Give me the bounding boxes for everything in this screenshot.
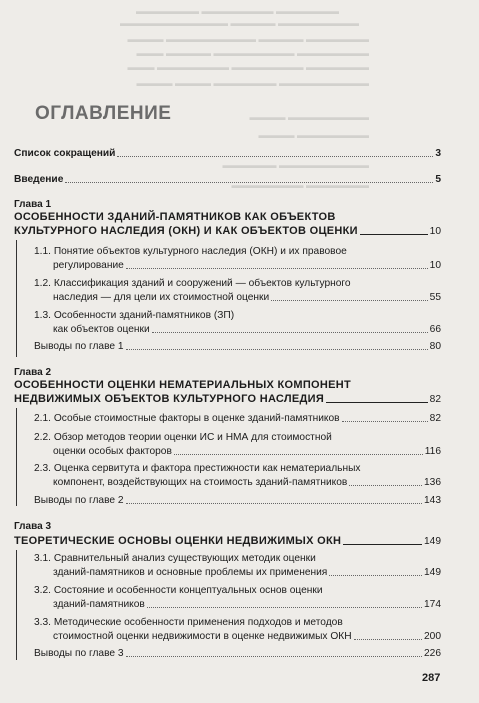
- entry-page: 10: [429, 260, 441, 271]
- toc-entry-chapter-3[interactable]: [14, 535, 441, 548]
- toc-entry-section-3-2[interactable]: [53, 598, 441, 611]
- toc-entry-section-3-3[interactable]: [53, 630, 441, 643]
- chapter-label: Глава 2: [14, 367, 52, 378]
- dot-leader: [329, 575, 422, 576]
- toc-entry-conclusion-1[interactable]: [34, 340, 441, 353]
- section-title: 1.2. Классификация зданий и сооружений — объектов культурного: [34, 278, 351, 289]
- chapter-bar: [16, 550, 17, 660]
- toc-entry-section-1-2[interactable]: [53, 291, 441, 304]
- entry-page: 149: [424, 567, 441, 578]
- entry-page: 200: [424, 631, 441, 642]
- toc-entry-conclusion-2[interactable]: [34, 494, 441, 507]
- leader-line: [343, 544, 422, 545]
- toc-entry-section-1-1[interactable]: [53, 259, 441, 272]
- entry-title: стоимостной оценки недвижимости в оценке недвижимых ОКН: [53, 631, 352, 642]
- entry-title: 2.1. Особые стоимостные факторы в оценке зданий-памятников: [34, 413, 340, 424]
- entry-page: 149: [424, 536, 441, 547]
- chapter-title: КУЛЬТУРНОГО НАСЛЕДИЯ (ОКН) И КАК ОБЪЕКТОВ ОЦЕНКИ: [14, 225, 358, 237]
- toc-entry-chapter-2[interactable]: [14, 393, 441, 406]
- leader-line: [326, 402, 428, 403]
- entry-title: Введение: [14, 174, 64, 185]
- toc-entry-introduction[interactable]: [14, 173, 441, 186]
- section-title: 3.2. Состояние и особенности концептуальных основ оценки: [34, 585, 323, 596]
- toc-entry-abbreviations[interactable]: [14, 147, 441, 160]
- entry-page: 82: [429, 413, 441, 424]
- dot-leader: [126, 656, 422, 657]
- chapter-label: Глава 3: [14, 521, 52, 532]
- section-title: 1.3. Особенности зданий-памятников (ЗП): [34, 310, 235, 321]
- entry-title: Выводы по главе 2: [34, 495, 124, 506]
- entry-page: 174: [424, 599, 441, 610]
- chapter-bar: [16, 408, 17, 506]
- entry-title: Выводы по главе 3: [34, 648, 124, 659]
- toc-entry-section-3-1[interactable]: [53, 566, 441, 579]
- dot-leader: [147, 607, 422, 608]
- entry-title: зданий-памятников и основные проблемы их применения: [53, 567, 328, 578]
- dot-leader: [349, 485, 422, 486]
- dot-leader: [126, 349, 428, 350]
- chapter-title: ТЕОРЕТИЧЕСКИЕ ОСНОВЫ ОЦЕНКИ НЕДВИЖИМЫХ ОКН: [14, 535, 342, 547]
- dot-leader: [65, 182, 433, 183]
- page-number: 287: [422, 672, 441, 684]
- entry-title: компонент, воздействующих на стоимость зданий-памятников: [53, 477, 348, 488]
- entry-page: 143: [424, 495, 441, 506]
- toc-entry-chapter-1[interactable]: [14, 225, 441, 238]
- chapter-title: ОСОБЕННОСТИ ОЦЕНКИ НЕМАТЕРИАЛЬНЫХ КОМПОНЕНТ: [14, 379, 352, 391]
- entry-page: 136: [424, 477, 441, 488]
- entry-page: 80: [429, 341, 441, 352]
- entry-page: 5: [435, 174, 441, 185]
- entry-title: Список сокращений: [14, 148, 116, 159]
- dot-leader: [117, 156, 433, 157]
- entry-page: 116: [424, 446, 441, 457]
- dot-leader: [354, 639, 422, 640]
- dot-leader: [342, 421, 428, 422]
- chapter-title: НЕДВИЖИМЫХ ОБЪЕКТОВ КУЛЬТУРНОГО НАСЛЕДИЯ: [14, 393, 325, 405]
- chapter-label: Глава 1: [14, 199, 52, 210]
- entry-title: регулирование: [53, 260, 124, 271]
- section-title: 2.3. Оценка сервитута и фактора престижности как нематериальных: [34, 463, 361, 474]
- show-through-text: ▬▬▬▬▬▬▬ ▬▬▬▬▬▬▬▬ ▬▬▬▬▬▬▬ ▬▬▬▬▬▬▬▬▬ ▬▬▬▬▬ ▬▬▬▬▬▬▬▬▬▬▬▬ ▬▬▬▬▬▬▬ ▬▬▬▬▬ ▬▬▬▬▬▬▬▬▬▬ ▬▬▬▬ ▬▬▬▬▬▬▬▬ ▬▬▬▬▬▬▬▬▬ ▬▬▬▬▬ ▬▬▬ ▬▬▬▬▬▬▬ ▬▬▬▬▬▬▬▬ ▬▬▬▬▬▬▬▬ ▬▬▬ ▬▬▬▬▬▬▬▬▬▬ ▬▬▬▬▬▬▬ ▬▬▬▬ ▬▬▬▬ ▬▬▬▬▬▬▬▬▬ ▬▬▬▬ ▬▬▬▬▬▬▬▬ ▬▬▬▬ ▬▬▬▬▬▬▬▬▬▬ ▬▬▬▬▬▬ ▬▬▬▬▬▬▬ ▬▬▬▬▬▬▬▬: [119, 6, 369, 190]
- toc-entry-section-2-2[interactable]: [53, 445, 441, 458]
- entry-title: зданий-памятников: [53, 599, 145, 610]
- entry-title: наследия — для цели их стоимостной оценки: [53, 292, 270, 303]
- toc-entry-section-2-3[interactable]: [53, 476, 441, 489]
- toc-entry-section-2-1[interactable]: [34, 412, 441, 425]
- section-title: 3.3. Методические особенности применения подходов и методов: [34, 617, 343, 628]
- entry-page: 82: [429, 394, 441, 405]
- dot-leader: [174, 454, 423, 455]
- entry-page: 226: [424, 648, 441, 659]
- toc-entry-conclusion-3[interactable]: [34, 647, 441, 660]
- toc-entry-section-1-3[interactable]: [53, 323, 441, 336]
- section-title: 2.2. Обзор методов теории оценки ИС и НМА для стоимостной: [34, 432, 332, 443]
- dot-leader: [126, 268, 428, 269]
- entry-page: 3: [435, 148, 441, 159]
- section-title: 1.1. Понятие объектов культурного наследия (ОКН) и их правовое: [34, 246, 347, 257]
- dot-leader: [126, 503, 422, 504]
- leader-line: [360, 234, 428, 235]
- dot-leader: [271, 300, 427, 301]
- dot-leader: [152, 332, 428, 333]
- entry-page: 10: [429, 226, 441, 237]
- chapter-title: ОСОБЕННОСТИ ЗДАНИЙ-ПАМЯТНИКОВ КАК ОБЪЕКТОВ: [14, 211, 336, 223]
- toc-title: ОГЛАВЛЕНИЕ: [35, 103, 172, 124]
- entry-page: 55: [429, 292, 441, 303]
- entry-title: как объектов оценки: [53, 324, 150, 335]
- section-title: 3.1. Сравнительный анализ существующих методик оценки: [34, 553, 316, 564]
- entry-title: оценки особых факторов: [53, 446, 172, 457]
- chapter-bar: [16, 240, 17, 357]
- entry-page: 66: [429, 324, 441, 335]
- entry-title: Выводы по главе 1: [34, 341, 124, 352]
